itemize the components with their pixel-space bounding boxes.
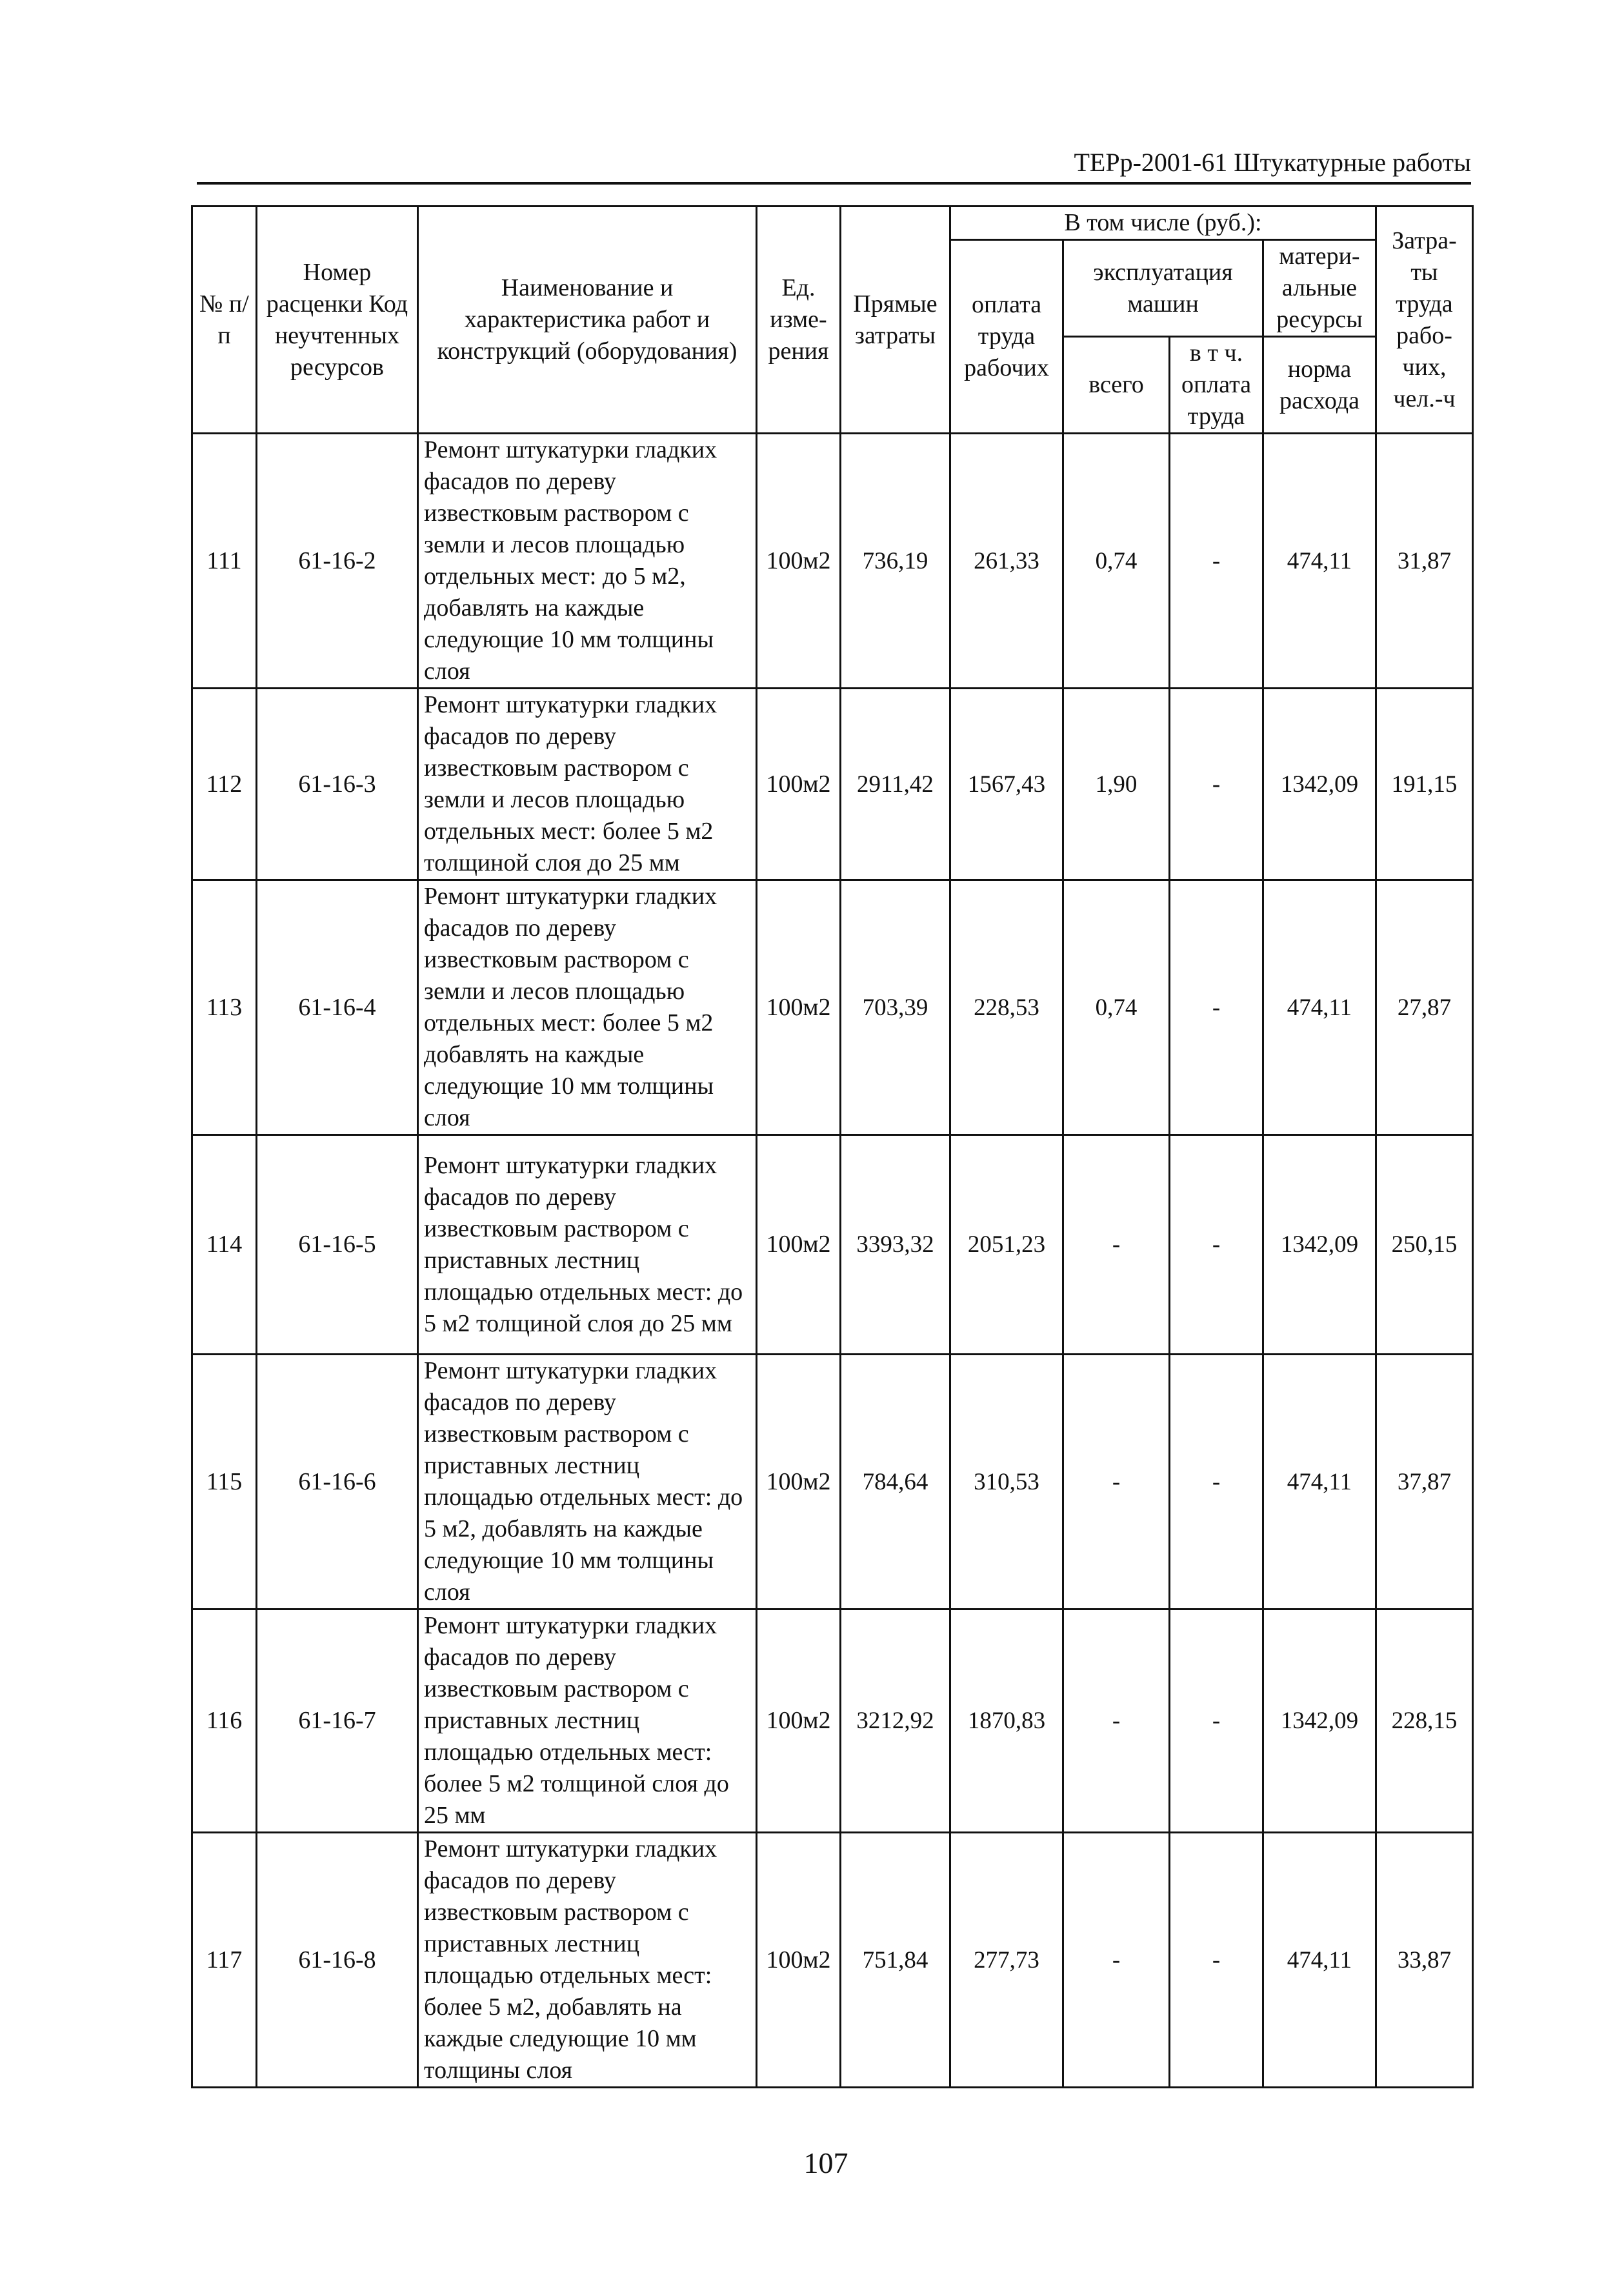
labor-pay: 310,53	[950, 1355, 1063, 1609]
direct-costs: 736,19	[841, 434, 950, 689]
header-machines-total: всего	[1063, 337, 1170, 434]
table-row	[192, 434, 1473, 689]
table-row	[192, 1355, 1473, 1609]
labor-pay: 2051,23	[950, 1135, 1063, 1355]
machines-total: -	[1063, 1355, 1170, 1609]
direct-costs: 751,84	[841, 1833, 950, 2088]
header-labor-pay: оплата труда рабочих	[950, 240, 1063, 434]
header-norm: норма расхода	[1263, 337, 1376, 434]
direct-costs: 784,64	[841, 1355, 950, 1609]
table-row	[192, 880, 1473, 1135]
work-description: Ремонт штукатурки гладких фасадов по дереву известковым раствором с приставных лестниц площадью отдельных мест: до 5 м2 толщиной слоя до 25 мм	[418, 1135, 757, 1355]
row-number: 113	[192, 880, 257, 1135]
materials-norm: 1342,09	[1263, 1609, 1376, 1833]
header-materials: матери-альные ресурсы	[1263, 240, 1376, 337]
direct-costs: 703,39	[841, 880, 950, 1135]
materials-norm: 474,11	[1263, 880, 1376, 1135]
machines-labor-pay: -	[1170, 1135, 1263, 1355]
work-description: Ремонт штукатурки гладких фасадов по дереву известковым раствором с приставных лестниц площадью отдельных мест: до 5 м2, добавлять на каждые следующие 10 мм толщины слоя	[418, 1355, 757, 1609]
direct-costs: 3212,92	[841, 1609, 950, 1833]
machines-total: 0,74	[1063, 880, 1170, 1135]
labor-pay: 1870,83	[950, 1609, 1063, 1833]
table-row	[192, 1833, 1473, 2088]
table-header	[192, 207, 1473, 434]
materials-norm: 474,11	[1263, 1355, 1376, 1609]
materials-norm: 474,11	[1263, 434, 1376, 689]
rate-code: 61-16-6	[257, 1355, 418, 1609]
labor-pay: 261,33	[950, 434, 1063, 689]
unit-of-measure: 100м2	[757, 1135, 841, 1355]
table-row	[192, 1135, 1473, 1355]
rate-code: 61-16-5	[257, 1135, 418, 1355]
unit-of-measure: 100м2	[757, 1609, 841, 1833]
unit-of-measure: 100м2	[757, 689, 841, 880]
work-description: Ремонт штукатурки гладких фасадов по дереву известковым раствором с земли и лесов площадью отдельных мест: до 5 м2, добавлять на каждые следующие 10 мм толщины слоя	[418, 434, 757, 689]
row-number: 112	[192, 689, 257, 880]
labor-cost: 250,15	[1376, 1135, 1473, 1355]
labor-cost: 228,15	[1376, 1609, 1473, 1833]
machines-labor-pay: -	[1170, 880, 1263, 1135]
unit-of-measure: 100м2	[757, 1355, 841, 1609]
work-description: Ремонт штукатурки гладких фасадов по дереву известковым раствором с земли и лесов площадью отдельных мест: более 5 м2 добавлять на каждые следующие 10 мм толщины слоя	[418, 880, 757, 1135]
table-body	[192, 434, 1473, 2088]
rate-code: 61-16-7	[257, 1609, 418, 1833]
machines-labor-pay: -	[1170, 434, 1263, 689]
labor-cost: 31,87	[1376, 434, 1473, 689]
header-unit: Ед. изме-рения	[757, 207, 841, 434]
rate-code: 61-16-4	[257, 880, 418, 1135]
work-description: Ремонт штукатурки гладких фасадов по дереву известковым раствором с приставных лестниц площадью отдельных мест: более 5 м2 толщиной слоя до 25 мм	[418, 1609, 757, 1833]
machines-labor-pay: -	[1170, 1355, 1263, 1609]
header-name: Наименование и характеристика работ и конструкций (оборудования)	[418, 207, 757, 434]
labor-pay: 228,53	[950, 880, 1063, 1135]
header-rule	[197, 182, 1471, 185]
header-labor-cost: Затра-ты труда рабо-чих, чел.-ч	[1376, 207, 1473, 434]
rate-code: 61-16-2	[257, 434, 418, 689]
labor-cost: 33,87	[1376, 1833, 1473, 2088]
page-number: 107	[803, 2146, 848, 2179]
machines-total: -	[1063, 1609, 1170, 1833]
labor-pay: 1567,43	[950, 689, 1063, 880]
machines-labor-pay: -	[1170, 1609, 1263, 1833]
work-description: Ремонт штукатурки гладких фасадов по дереву известковым раствором с земли и лесов площадью отдельных мест: более 5 м2 толщиной слоя до 25 мм	[418, 689, 757, 880]
materials-norm: 1342,09	[1263, 689, 1376, 880]
document-header-title: ТЕРр-2001-61 Штукатурные работы	[1074, 148, 1471, 177]
machines-labor-pay: -	[1170, 689, 1263, 880]
work-description: Ремонт штукатурки гладких фасадов по дереву известковым раствором с приставных лестниц площадью отдельных мест: более 5 м2, добавлять на каждые следующие 10 мм толщины слоя	[418, 1833, 757, 2088]
unit-of-measure: 100м2	[757, 434, 841, 689]
labor-cost: 27,87	[1376, 880, 1473, 1135]
row-number: 117	[192, 1833, 257, 2088]
machines-total: -	[1063, 1135, 1170, 1355]
machines-total: 1,90	[1063, 689, 1170, 880]
header-direct-costs: Прямые затраты	[841, 207, 950, 434]
header-including: В том числе (руб.):	[950, 207, 1376, 240]
direct-costs: 2911,42	[841, 689, 950, 880]
unit-of-measure: 100м2	[757, 880, 841, 1135]
header-machines: эксплуатация машин	[1063, 240, 1263, 337]
row-number: 115	[192, 1355, 257, 1609]
row-number: 111	[192, 434, 257, 689]
machines-total: 0,74	[1063, 434, 1170, 689]
header-machines-labor: в т ч. оплата труда	[1170, 337, 1263, 434]
machines-total: -	[1063, 1833, 1170, 2088]
direct-costs: 3393,32	[841, 1135, 950, 1355]
table-row	[192, 1609, 1473, 1833]
labor-cost: 191,15	[1376, 689, 1473, 880]
header-code: Номер расценки Код неучтенных ресурсов	[257, 207, 418, 434]
row-number: 114	[192, 1135, 257, 1355]
header-num: № п/п	[192, 207, 257, 434]
labor-pay: 277,73	[950, 1833, 1063, 2088]
table-row	[192, 689, 1473, 880]
row-number: 116	[192, 1609, 257, 1833]
unit-of-measure: 100м2	[757, 1833, 841, 2088]
materials-norm: 474,11	[1263, 1833, 1376, 2088]
rate-code: 61-16-8	[257, 1833, 418, 2088]
rates-table	[191, 205, 1474, 2088]
machines-labor-pay: -	[1170, 1833, 1263, 2088]
materials-norm: 1342,09	[1263, 1135, 1376, 1355]
rate-code: 61-16-3	[257, 689, 418, 880]
labor-cost: 37,87	[1376, 1355, 1473, 1609]
